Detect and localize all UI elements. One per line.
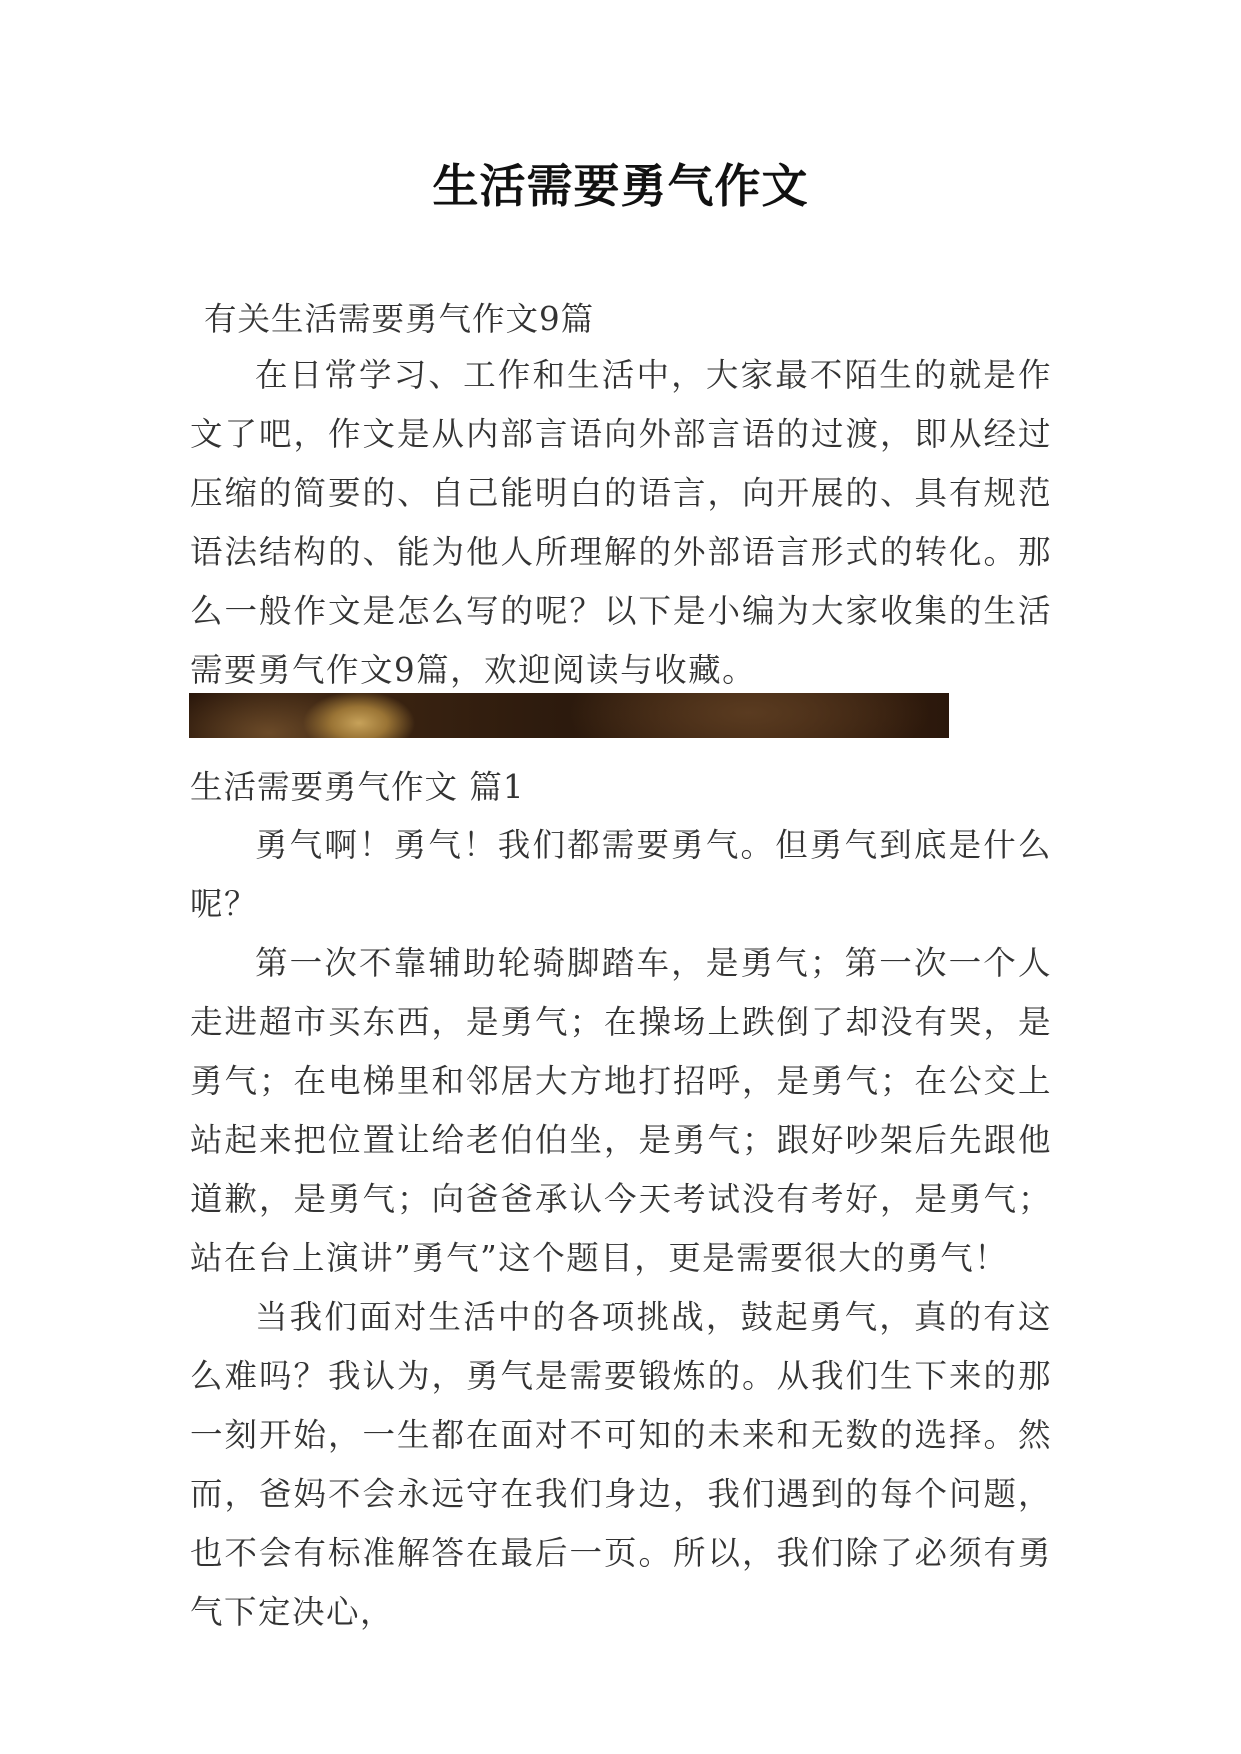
paragraph: 当我们面对生活中的各项挑战，鼓起勇气，真的有这么难吗？我认为，勇气是需要锻炼的。从我们生下来的那一刻开始，一生都在面对不可知的未来和无数的选择。然而，爸妈不会永远守在我们身边，我们遇到的每个问题，也不会有标准解答在最后一页。所以，我们除了必须有勇气下定决心， — [190, 1298, 1052, 1631]
document-subtitle: 有关生活需要勇气作文9篇 — [204, 300, 595, 338]
decorative-image — [189, 693, 949, 738]
paragraph: 第一次不靠辅助轮骑脚踏车，是勇气；第一次一个人走进超市买东西，是勇气；在操场上跌倒了却没有哭，是勇气；在电梯里和邻居大方地打招呼，是勇气；在公交上站起来把位置让给老伯伯坐，是勇气；跟好吵架后先跟他道歉，是勇气；向爸爸承认今天考试没有考好，是勇气；站在台上演讲”勇气”这个题目，更是需要很大的勇气！ — [190, 944, 1052, 1277]
section-body — [190, 816, 1052, 1642]
intro-paragraph: 在日常学习、工作和生活中，大家最不陌生的就是作文了吧，作文是从内部言语向外部言语的过渡，即从经过压缩的简要的、自己能明白的语言，向开展的、具有规范语法结构的、能为他人所理解的外部语言形式的转化。那么一般作文是怎么写的呢？以下是小编为大家收集的生活需要勇气作文9篇，欢迎阅读与收藏。 — [190, 356, 1052, 689]
section-title: 生活需要勇气作文 篇1 — [190, 768, 525, 806]
document-title: 生活需要勇气作文 — [432, 159, 809, 213]
paragraph: 勇气啊！勇气！我们都需要勇气。但勇气到底是什么呢？ — [190, 826, 1052, 923]
